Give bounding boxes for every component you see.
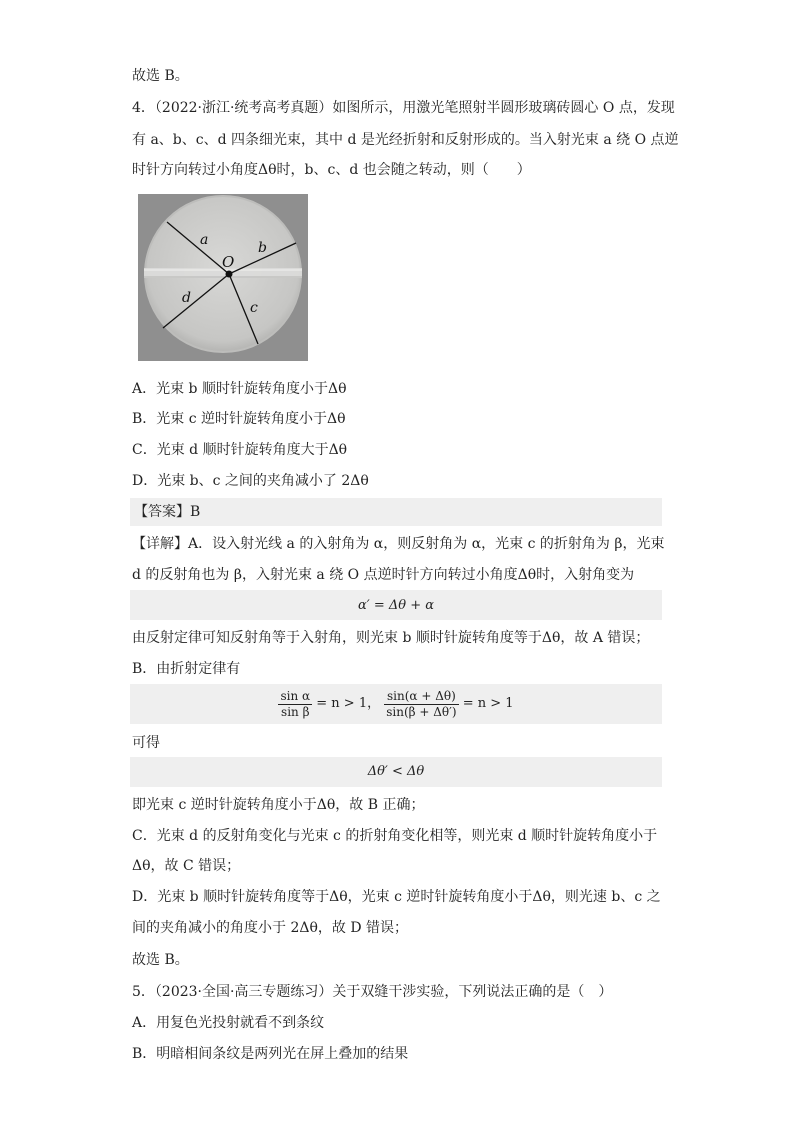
detail-line: B．由折射定律有	[132, 661, 241, 677]
option-b: B．光束 c 逆时针旋转角度小于Δθ	[132, 411, 346, 427]
equation-2	[130, 686, 662, 722]
label-o: O	[222, 253, 235, 271]
detail-line: C．光束 d 的反射角变化与光束 c 的折射角变化相等，则光束 d 顺时针旋转角度小于	[132, 828, 658, 844]
question-5-stem: 5．（2023·全国·高三专题练习）关于双缝干涉实验，下列说法正确的是（ ）	[132, 984, 613, 1000]
detail-line: d 的反射角也为 β，入射光束 a 绕 O 点逆时针方向转过小角度Δθ时，入射角变为	[132, 567, 635, 583]
option-d: D．光束 b、c 之间的夹角减小了 2Δθ	[132, 473, 369, 489]
point-o	[226, 271, 233, 278]
equation-text: = n > 1	[462, 696, 514, 711]
fraction	[278, 689, 312, 720]
text-line: 故选 B。	[132, 68, 189, 84]
option-c: C．光束 d 顺时针旋转角度大于Δθ	[132, 442, 348, 458]
numerator: sin(α + Δθ)	[384, 689, 458, 705]
glass-brick-figure	[138, 194, 308, 361]
question-4-stem: 4．（2022·浙江·统考高考真题）如图所示，用激光笔照射半圆形玻璃砖圆心 O 点，发现	[132, 100, 675, 116]
question-5-option-b: B．明暗相间条纹是两列光在屏上叠加的结果	[132, 1046, 409, 1062]
label-c: c	[250, 300, 258, 316]
equation-text: = n > 1，	[316, 696, 381, 711]
detail-line: 可得	[132, 735, 160, 751]
denominator: sin β	[281, 704, 310, 719]
option-a: A．光束 b 顺时针旋转角度小于Δθ	[132, 381, 347, 397]
label-b: b	[258, 240, 267, 256]
label-d: d	[182, 290, 191, 306]
question-4-stem: 有 a、b、c、d 四条细光束，其中 d 是光经折射和反射形成的。当入射光束 a 绕 O 点逆	[132, 132, 679, 148]
numerator: sin α	[280, 688, 311, 703]
detail-line: Δθ，故 C 错误；	[132, 858, 241, 874]
answer: 【答案】B	[134, 504, 201, 520]
label-a: a	[200, 232, 209, 248]
equation-1: α′ = Δθ + α	[357, 598, 435, 613]
detail-line: 间的夹角减小的角度小于 2Δθ，故 D 错误；	[132, 920, 409, 936]
equation-3: Δθ′ < Δθ	[367, 764, 425, 779]
fraction	[384, 689, 458, 720]
detail-line: 故选 B。	[132, 952, 189, 968]
detail-line: 由反射定律可知反射角等于入射角，则光束 b 顺时针旋转角度等于Δθ，故 A 错误；	[132, 630, 650, 646]
denominator: sin(β + Δθ′)	[386, 704, 457, 719]
question-5-option-a: A．用复色光投射就看不到条纹	[132, 1015, 325, 1031]
detail-line: 【详解】A．设入射光线 a 的入射角为 α，则反射角为 α，光束 c 的折射角为 β，光束	[132, 536, 665, 552]
detail-line: 即光束 c 逆时针旋转角度小于Δθ，故 B 正确；	[132, 797, 425, 813]
answer-shade	[130, 498, 662, 526]
figure-svg	[138, 194, 308, 361]
detail-line: D．光束 b 顺时针旋转角度等于Δθ，光束 c 逆时针旋转角度小于Δθ，则光速 b、c 之	[132, 889, 661, 905]
question-4-stem: 时针方向转过小角度Δθ时，b、c、d 也会随之转动，则（ ）	[132, 162, 531, 178]
